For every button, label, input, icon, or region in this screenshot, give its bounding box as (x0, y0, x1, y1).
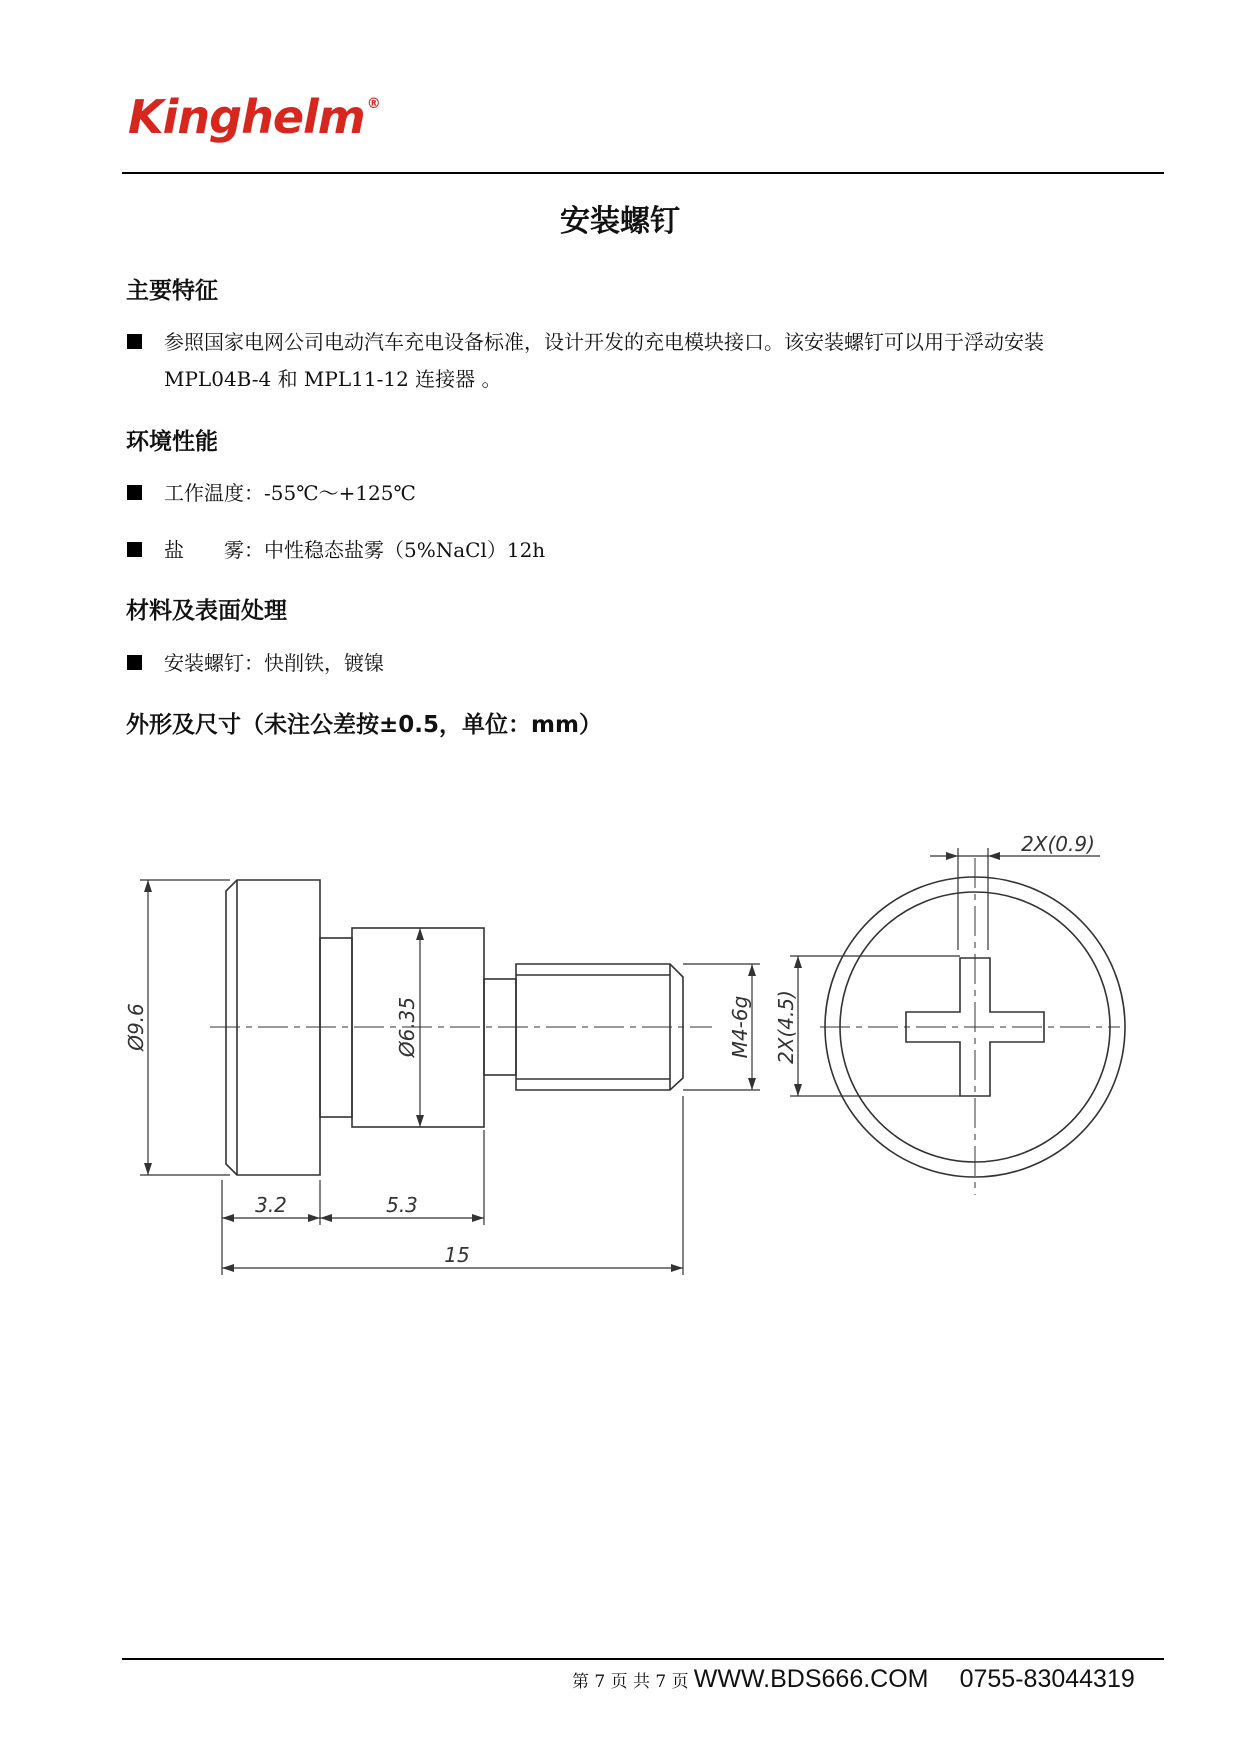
phone-text: 0755-83044319 (959, 1665, 1135, 1693)
page-title: 安装螺钉 (560, 204, 680, 239)
label-slot-len: 2X(4.5) (774, 990, 798, 1064)
page-info: 第 7 页 共 7 页 (572, 1672, 689, 1692)
features-heading: 主要特征 (126, 278, 218, 304)
registered-mark: ® (366, 96, 380, 112)
label-total: 15 (444, 1243, 470, 1267)
material-text: 安装螺钉：快削铁，镀镍 (164, 651, 384, 675)
label-body-dia: Ø6.35 (395, 996, 419, 1058)
temperature-text: 工作温度：-55℃～+125℃ (164, 481, 416, 505)
features-line-1: 参照国家电网公司电动汽车充电设备标准，设计开发的充电模块接口。该安装螺钉可以用于浮动安装 (164, 330, 1044, 354)
website-text: WWW.BDS666.COM (693, 1665, 929, 1693)
label-body-len: 5.3 (386, 1193, 418, 1217)
footer (572, 1665, 1135, 1694)
footer-rule (122, 1658, 1164, 1660)
label-slot-w: 2X(0.9) (1021, 832, 1095, 856)
dimensions-heading: 外形及尺寸（未注公差按±0.5，单位：mm） (126, 712, 602, 738)
logo-text: Kinghelm (128, 90, 365, 144)
features-line-2: MPL04B-4 和 MPL11-12 连接器 。 (164, 367, 502, 391)
label-thread: M4-6g (728, 995, 752, 1059)
label-head-dia: Ø9.6 (124, 1003, 148, 1051)
material-heading: 材料及表面处理 (126, 598, 287, 624)
salt-spray-text: 盐 雾：中性稳态盐雾（5%NaCl）12h (164, 538, 546, 562)
environment-heading: 环境性能 (126, 429, 218, 455)
label-head-len: 3.2 (255, 1193, 287, 1217)
